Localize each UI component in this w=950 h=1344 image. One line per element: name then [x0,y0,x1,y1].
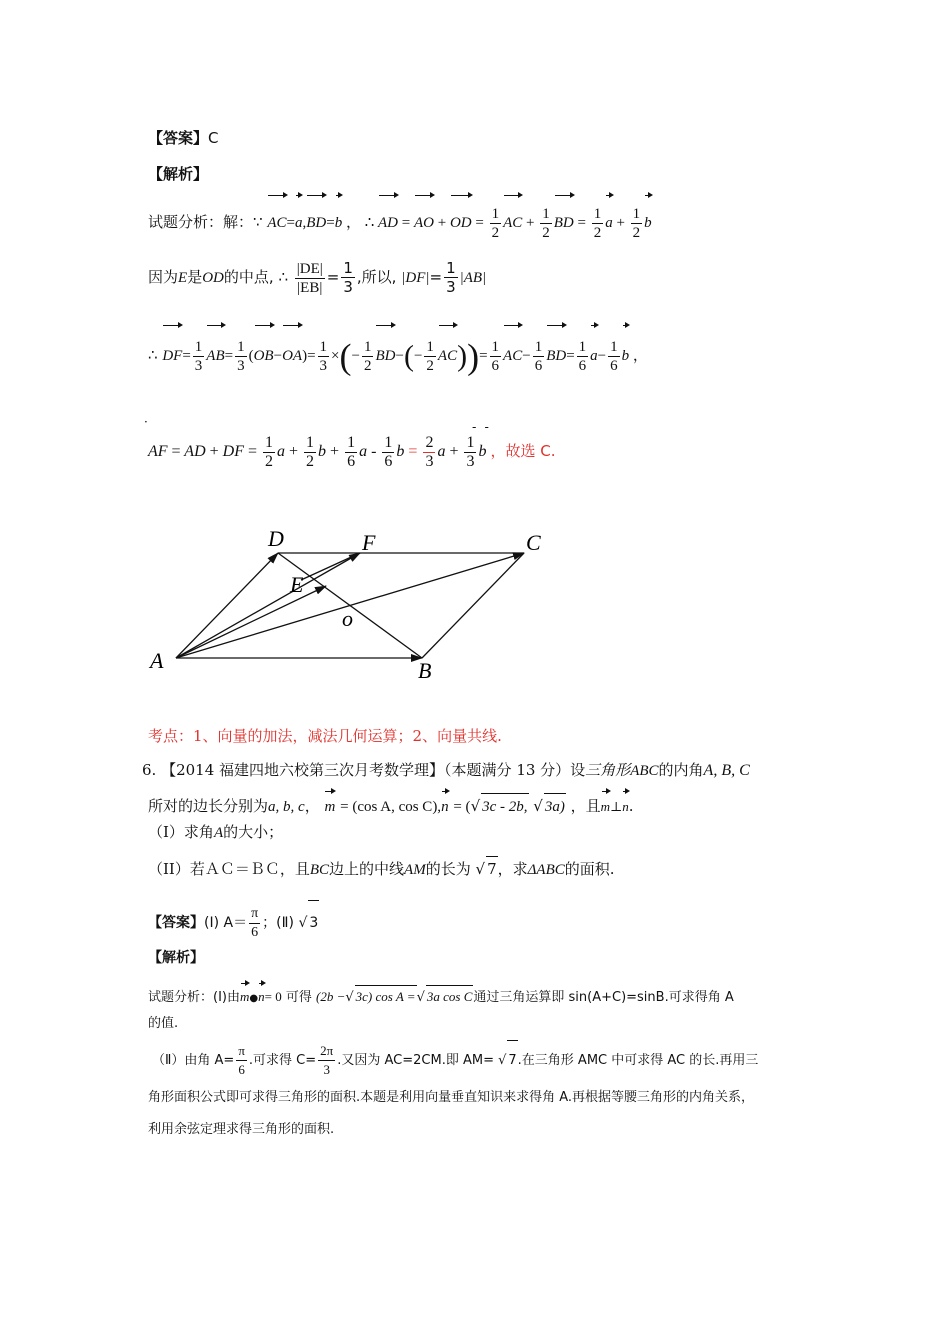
label-E: E [290,572,304,597]
fraction-half: $\frac{1}{2}$ [542,206,550,242]
fraction-third: $\frac{1}{3}$ [343,259,353,296]
question-6-part-2: （II）若ＡＣ＝ＢＣ，且BC边上的中线AM的长为 √ 7，求ΔABC的面积. [148,856,615,880]
angles: A, B, C [703,762,750,779]
vector-a: a [295,192,303,248]
fraction-sixth: $\frac{1}{6}$ [534,339,543,375]
fraction-third: $\frac{1}{3}$ [237,339,245,375]
vector-AB: AB [206,322,224,384]
solution-line-4: AF = AD + DF = $\frac{1}{2}$ a + $\frac{1}{2}$ b + $\frac{1}{6}$ a - $\frac{1}{6}$ b = $\frac{2}{3}$ a + $\frac{1}{3}$ b ，故选 C. [148,433,556,470]
triangle-ABC: ΔABC [527,862,565,878]
fraction-half: $\frac{1}{2}$ [363,339,372,375]
solution-line-2 [148,252,486,302]
parallelogram-figure [146,520,566,690]
vector-arrows-mark: - - [472,420,491,435]
fraction-DE-EB: $\frac{|DE|}{|EB|}$ [296,261,323,297]
equals: = [326,215,335,231]
solution2-line-2: 的值. [148,1016,179,1031]
sides: a, b, c [268,799,305,815]
answer-label: 【答案】 [148,915,204,931]
plus: + [526,215,535,231]
equals: = [286,215,295,231]
angle-A: A [213,825,224,841]
solution2-line-3: （Ⅱ）由角 A= $\frac{\pi}{6}$ .可求得 C= $\frac{2\pi}{3}$ .又因为 AC=2CM.即 AM= √ 7.在三角形 AMC 中可求得 AC 的长.再用三 [152,1040,758,1080]
vector-n: n [441,788,449,820]
fraction-third: $\frac{1}{3}$ [319,339,328,375]
solution2-line-4: 角形面积公式即可求得三角形的面积.本题是利用向量垂直知识来求得角 A.再根据等腰三角形的内角关系， [148,1090,755,1105]
question-6-line-2: 所对的边长分别为a, b, c， m = (cos A, cos C),n = (√ 3c - 2b, √ 3a) ，且m⊥n. [148,788,634,814]
fraction-sixth: $\frac{1}{6}$ [578,339,587,375]
fraction-pi-over-6: $\frac{\pi}{6}$ [251,905,259,940]
fraction-half: $\frac{1}{2}$ [632,206,641,242]
sqrt-three: 3 [308,900,319,945]
analysis-label-1: 【解析】 [148,165,209,183]
question-6-part-1: （I）求角A的大小； [148,823,284,841]
vector-b: b [622,322,630,384]
label-A: A [150,648,164,673]
vector-BD: BD [554,192,574,248]
vector-BD: BD [375,322,395,384]
question-6-line-1 [142,760,750,781]
solution2-line-1: 试题分析：(Ⅰ)由m●n= 0 可得 (2b −√ 3c) cos A =√ 3a cos C通过三角运算即 sin(A+C)=sinB.可求得角 A [148,980,734,1002]
segment-OD: OD [202,270,224,286]
vector-m: m [240,980,249,1008]
answer-choice-text: ，故选 C. [490,442,556,460]
comma: ， [632,346,648,364]
fraction-half: $\frac{1}{2}$ [491,206,500,242]
vector-m: m [324,788,335,820]
abs-DF: |DF| [401,270,430,286]
fraction-third: $\frac{1}{3}$ [194,339,203,375]
vector-n-part: 3c - 2b, [481,793,528,820]
label-F: F [362,530,376,555]
vector-AC: AC [438,322,457,384]
comma: , [302,215,307,231]
fraction-sixth: $\frac{1}{6}$ [491,339,500,375]
answer-line-1 [148,128,219,148]
triangle-ABC: ABC [630,763,659,779]
perp-symbol: ⊥ [610,800,623,815]
vector-BD: BD [546,322,566,384]
vector-AC: AC [267,192,286,248]
equals: = [429,268,443,286]
therefore-symbol: ∴ [148,346,158,364]
comma: ， [345,215,361,231]
vector-AF-arrow [176,553,360,658]
vector-AE-arrow [176,586,326,658]
vector-b: b [335,192,343,248]
point-E: E [178,270,188,286]
side-BC: BC [309,862,330,878]
vector-AC: AC [503,192,522,248]
dot-mark: · [144,415,148,429]
therefore-symbol: ∴ [278,268,288,286]
vector-OA: OA [282,322,302,384]
vector-BD: BD [306,192,326,248]
fraction-third: $\frac{1}{3}$ [446,259,456,296]
answer-line-2: 【答案】(Ⅰ) A＝ $\frac{\pi}{6}$ ；(Ⅱ) √ 3 [148,900,319,944]
vector-a: a [590,322,598,384]
AD: AD [184,443,206,460]
red-equals: = [408,443,418,460]
vector-AD: AD [378,192,398,248]
question-source: 【2014 福建四地六校第三次月考数学理】 [161,761,445,779]
therefore-symbol: ∴ [364,215,375,231]
segment-EF [301,553,360,580]
sqrt-seven: 7 [486,856,498,881]
answer-label: 【答案】 [148,129,209,147]
text: 所对的边长分别为 [148,797,269,815]
abs-AB: |AB| [459,270,487,286]
vector-OB: OB [254,322,274,384]
vector-n-part: 3a) [544,793,566,820]
vector-AC: AC [503,322,522,384]
text: 三角形 [585,763,631,779]
solution2-line-5: 利用余弦定理求得三角形的面积. [148,1122,335,1137]
median-AM: AM [404,862,426,878]
vector-m-value: = (cos A, cos C), [340,799,442,815]
fraction-pi-over-6: $\frac{\pi}{6}$ [238,1043,245,1077]
solution-line-1 [148,192,652,242]
vector-AO: AO [414,192,434,248]
AF: AF [148,443,168,460]
plus: + [616,215,625,231]
label-D: D [268,526,284,551]
analysis-label-2: 【解析】 [148,950,204,966]
kaodian-line: 考点：1、向量的加法，减法几何运算；2、向量共线. [148,727,502,745]
DF: DF [222,443,244,460]
solution-lead: 试题分析：解： [148,213,254,231]
vector-b: b [644,192,652,248]
vector-OD: OD [450,192,472,248]
text: ,所以, [356,268,397,286]
equals: = [326,268,340,286]
equals: = [475,215,484,231]
label-O: o [342,606,353,631]
question-score: （本题满分 13 分）设 [444,761,586,779]
solution-line-3: ∴ DF= $\frac{1}{3}$ AB= $\frac{1}{3}$ (OB−OA)= $\frac{1}{3}$ ×(− $\frac{1}{2}$ BD−(− $\frac{1}{2}$ AC))= $\frac{1}{6}$ AC− $\frac{1}{6}$ BD= $\frac{1}{6}$ a− $\frac{1}{6}$ b ， [148,322,648,378]
sqrt-seven: 7 [507,1040,517,1081]
text: ，且 [570,797,601,815]
text: 的中点, [223,268,274,286]
text: 的内角 [658,761,704,779]
plus: + [437,215,447,231]
vector-n: n [258,980,265,1008]
fraction-half: $\frac{1}{2}$ [426,339,434,375]
label-B: B [418,658,432,683]
label-C: C [526,530,541,555]
fraction-2pi-over-3: $\frac{2\pi}{3}$ [320,1043,334,1077]
because-symbol: ∵ [253,213,263,231]
fraction-half: $\frac{1}{2}$ [593,206,602,242]
equals: = [401,215,411,231]
vector-a: a [605,192,613,248]
question-number: 6. [142,761,157,779]
vector-DF: DF [162,322,182,384]
equals: = [577,215,586,231]
answer-value: C [208,129,219,147]
text: 因为 [148,268,179,286]
fraction-sixth: $\frac{1}{6}$ [610,339,618,375]
text: 是 [187,268,203,286]
